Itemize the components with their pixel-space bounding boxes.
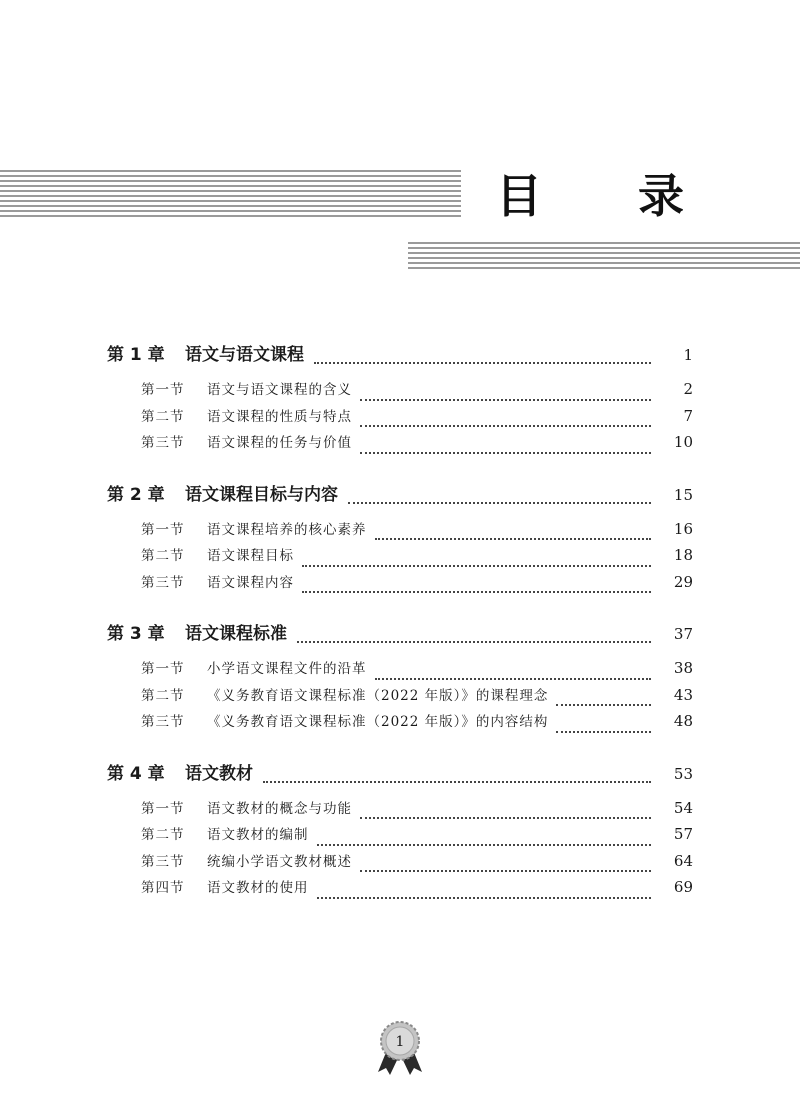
dot-leader — [297, 640, 651, 643]
section-entry[interactable] — [107, 684, 693, 711]
section-title: 语文课程的性质与特点 — [207, 408, 352, 425]
section-title: 语文与语文课程的含义 — [207, 382, 352, 398]
section-title: 统编小学语文教材概述 — [207, 853, 352, 870]
section-number: 第三节 — [141, 714, 185, 730]
section-number: 第一节 — [141, 382, 185, 398]
section-number: 第二节 — [141, 687, 185, 704]
chapter-title: 语文教材 — [185, 763, 253, 784]
section-entry[interactable] — [107, 657, 693, 684]
chapter-1 — [107, 340, 693, 458]
section-list — [107, 518, 693, 598]
dot-leader — [360, 424, 651, 427]
section-number: 第三节 — [141, 574, 185, 591]
dot-leader — [348, 501, 651, 504]
chapter-page: 15 — [673, 485, 693, 504]
chapter-heading[interactable] — [107, 340, 693, 370]
chapter-2 — [107, 480, 693, 598]
section-page: 43 — [673, 685, 693, 704]
section-number: 第三节 — [141, 853, 185, 870]
section-title: 语文教材的概念与功能 — [207, 800, 352, 817]
section-list — [107, 797, 693, 903]
section-list — [107, 378, 693, 458]
section-number: 第一节 — [141, 521, 185, 538]
section-entry[interactable] — [107, 431, 693, 458]
section-page: 54 — [673, 798, 693, 817]
dot-leader — [263, 780, 651, 783]
dot-leader — [302, 590, 651, 593]
section-title: 语文课程培养的核心素养 — [207, 521, 367, 538]
section-entry[interactable] — [107, 797, 693, 824]
section-page: 57 — [673, 825, 693, 843]
section-page: 29 — [673, 572, 693, 591]
dot-leader — [556, 703, 651, 706]
section-page: 69 — [673, 878, 693, 896]
chapter-3 — [107, 619, 693, 737]
chapter-page: 1 — [683, 346, 693, 364]
section-title: 语文课程目标 — [207, 548, 294, 564]
chapter-heading[interactable] — [107, 619, 693, 649]
section-entry[interactable] — [107, 571, 693, 598]
section-page: 48 — [673, 712, 693, 730]
chapter-4 — [107, 759, 693, 903]
dot-leader — [317, 843, 652, 846]
decorative-lines-left — [0, 170, 461, 218]
chapter-heading[interactable] — [107, 480, 693, 510]
chapter-number: 第 2 章 — [107, 484, 165, 505]
section-entry[interactable] — [107, 850, 693, 877]
section-title: 《义务教育语文课程标准（2022 年版）》的课程理念 — [207, 687, 549, 704]
dot-leader — [314, 361, 651, 364]
section-title: 小学语文课程文件的沿革 — [207, 661, 367, 677]
dot-leader — [360, 398, 651, 401]
chapter-number: 第 1 章 — [107, 345, 165, 365]
section-entry[interactable] — [107, 823, 693, 850]
section-number: 第二节 — [141, 408, 185, 425]
section-page: 18 — [673, 546, 693, 564]
section-entry[interactable] — [107, 544, 693, 571]
section-number: 第一节 — [141, 800, 185, 817]
section-number: 第三节 — [141, 435, 185, 451]
table-of-contents — [107, 340, 693, 925]
page-number-seal — [373, 1020, 427, 1076]
section-title: 语文教材的编制 — [207, 827, 309, 843]
chapter-number: 第 4 章 — [107, 763, 165, 784]
dot-leader — [360, 451, 651, 454]
section-entry[interactable] — [107, 876, 693, 903]
section-number: 第二节 — [141, 548, 185, 564]
page-number: 1 — [395, 1034, 405, 1050]
chapter-heading[interactable] — [107, 759, 693, 789]
section-title: 语文课程内容 — [207, 574, 294, 591]
dot-leader — [556, 730, 651, 733]
section-entry[interactable] — [107, 710, 693, 737]
page-title: 目 录 — [496, 169, 725, 223]
section-entry[interactable] — [107, 518, 693, 545]
section-list — [107, 657, 693, 737]
section-page: 16 — [673, 519, 693, 538]
section-number: 第一节 — [141, 661, 185, 677]
chapter-title: 语文课程目标与内容 — [185, 484, 338, 505]
chapter-title: 语文课程标准 — [185, 624, 287, 644]
dot-leader — [375, 537, 652, 540]
dot-leader — [317, 896, 652, 899]
chapter-title: 语文与语文课程 — [185, 345, 304, 365]
section-title: 《义务教育语文课程标准（2022 年版）》的内容结构 — [207, 714, 549, 730]
dot-leader — [360, 869, 651, 872]
section-number: 第二节 — [141, 827, 185, 843]
decorative-lines-right — [408, 242, 800, 270]
chapter-page: 53 — [673, 764, 693, 783]
dot-leader — [375, 677, 652, 680]
section-title: 语文教材的使用 — [207, 880, 309, 896]
section-entry[interactable] — [107, 405, 693, 432]
section-title: 语文课程的任务与价值 — [207, 435, 352, 451]
dot-leader — [360, 816, 651, 819]
dot-leader — [302, 564, 651, 567]
section-number: 第四节 — [141, 880, 185, 896]
chapter-page: 37 — [673, 625, 693, 643]
chapter-number: 第 3 章 — [107, 624, 165, 644]
section-page: 2 — [683, 380, 693, 398]
section-page: 10 — [673, 433, 693, 451]
section-entry[interactable] — [107, 378, 693, 405]
section-page: 64 — [673, 851, 693, 870]
section-page: 38 — [673, 659, 693, 677]
section-page: 7 — [683, 406, 693, 425]
